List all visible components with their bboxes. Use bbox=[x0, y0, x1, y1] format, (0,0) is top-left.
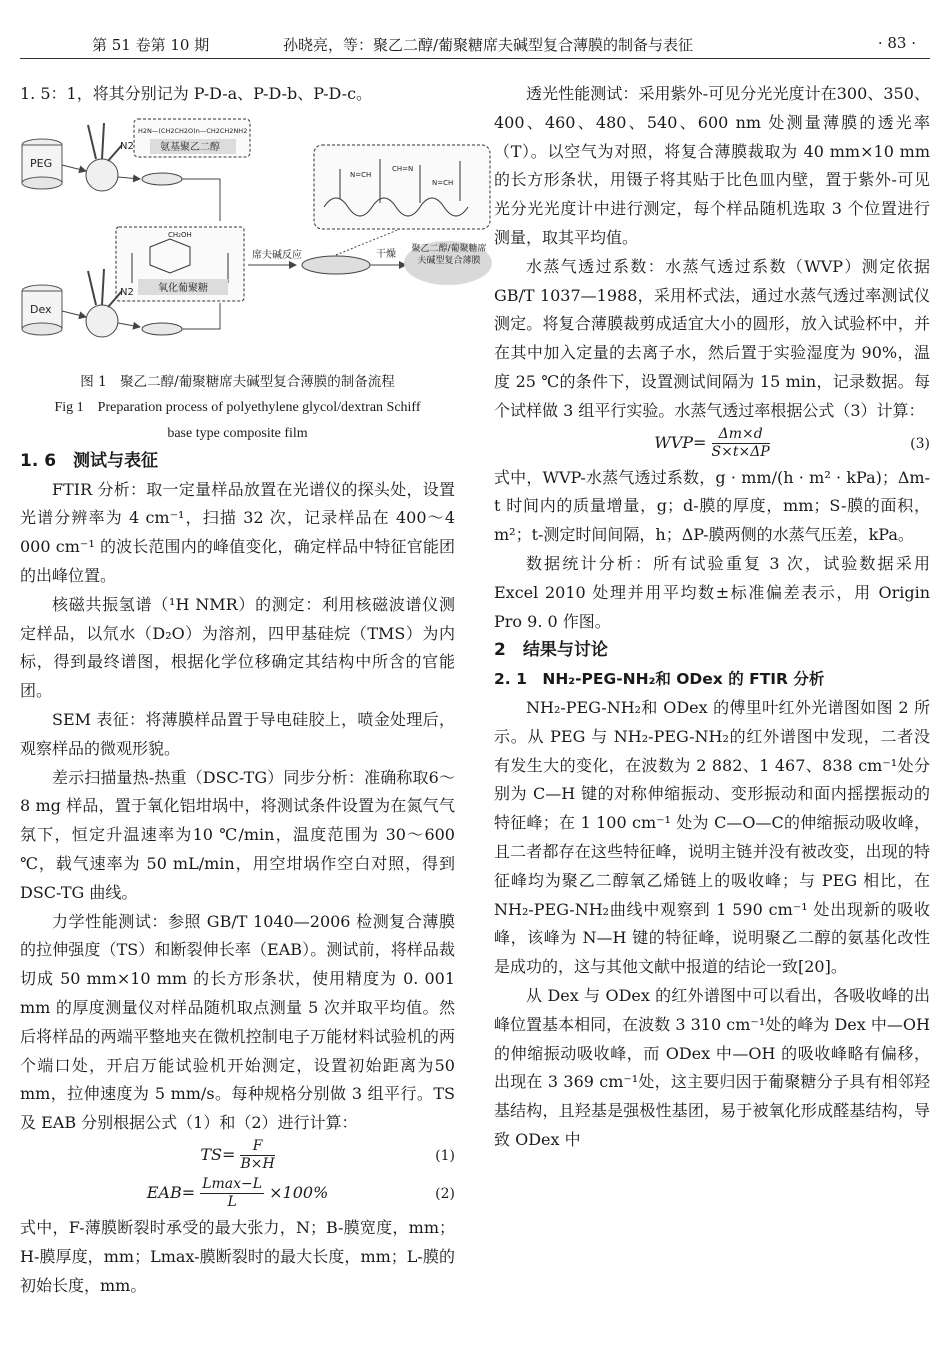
svg-text:N=CH: N=CH bbox=[432, 178, 454, 187]
formula-2-numerator: Lmax−L bbox=[202, 1175, 263, 1192]
formula-2 bbox=[20, 1176, 455, 1214]
wvp-variables-paragraph: 式中，WVP-水蒸气透过系数，g · mm/(h · m² · kPa)；Δm-t 时间内的质量增量，g；d-膜的厚度，mm；S-膜的面积，m²；t-测定时间间隔，h；ΔP-膜两侧的水蒸气压差，kPa。 bbox=[494, 467, 930, 545]
formula-2-lhs: EAB= bbox=[146, 1182, 196, 1202]
n2-label-2: N2 bbox=[120, 286, 134, 298]
sem-paragraph: SEM 表征：将薄膜样品置于导电硅胶上，喷金处理后，观察样品的微观形貌。 bbox=[20, 709, 455, 758]
formula-1-denominator: B×H bbox=[240, 1155, 275, 1172]
wvp-paragraph: 水蒸气透过系数：水蒸气透过系数（WVP）测定依据 GB/T 1037—1988，采用杯式法，通过水蒸气透过率测试仪测定。将复合薄膜裁剪成适宜大小的圆形，放入试验杯中，并在其中加入定量的去离子水，然后置于实验湿度为 90%，温度 25 ℃的条件下，设置测试间隔为 15 min，记录数据。每个试样做 3 组平行实验。水蒸气透过率根据公式（3）计算： bbox=[494, 256, 930, 420]
ftir-result-paragraph-1: NH₂-PEG-NH₂和 ODex 的傅里叶红外光谱图如图 2 所示。从 PEG 与 NH₂-PEG-NH₂的红外谱图中发现，二者没有发生大的变化，在波数为 2 882、1 467、838 cm⁻¹处分别为 C—H 键的对称伸缩振动、变形振动和面内摇摆振动的特征峰；在 1 100 cm⁻¹ 处为 C—O—C的伸缩振动吸收峰，且二者都存在这些特征峰，说明主链并没有被改变，出现的特征峰均为聚乙二醇氧乙烯链上的吸收峰；与 PEG 相比，在 NH₂-PEG-NH₂曲线中观察到 1 590 cm⁻¹ 处出现新的吸收峰，该峰为 N—H 键的特征峰，说明聚乙二醇的氨基化改性是成功的，这与其他文献中报道的结论一致[20]。 bbox=[494, 697, 930, 977]
section-2-1-heading: 2. 1 NH₂-PEG-NH₂和 ODex 的 FTIR 分析 bbox=[494, 670, 825, 689]
svg-text:CH=N: CH=N bbox=[392, 164, 414, 173]
product-label: 聚乙二醇/葡聚糖席夫碱型复合薄膜 bbox=[411, 243, 487, 266]
n2-label-1: N2 bbox=[120, 140, 134, 152]
formula-2-tail: ×100% bbox=[269, 1182, 329, 1202]
figure-1 bbox=[20, 115, 487, 365]
amino-peg-box bbox=[134, 119, 250, 157]
schiff-network-box bbox=[314, 145, 490, 229]
svg-text:CH₂OH: CH₂OH bbox=[168, 230, 192, 239]
mechanical-paragraph: 力学性能测试：参照 GB/T 1040—2006 检测复合薄膜的拉伸强度（TS）和断裂伸长率（EAB）。测试前，将样品裁切成 50 mm×10 mm 的长方形条状，使用精度为 0. 001 mm 的厚度测量仪对样品随机取点测量 5 次并取平均值。然后将样品的两端平整地夹在微机控制电子万能材料试验机的两个端口处，开启万能试验机开始测定，设置初始距离为50 mm，拉伸速度为 5 mm/s。每种规格分别做 3 组平行。TS 及 EAB 分别根据公式（1）和（2）进行计算： bbox=[20, 911, 455, 1133]
nmr-paragraph: 核磁共振氢谱（¹H NMR）的测定：利用核磁波谱仪测定样品，以氘水（D₂O）为溶剂，四甲基硅烷（TMS）为内标，得到最终谱图，根据化学位移确定其结构中所含的官能团。 bbox=[20, 594, 455, 701]
oxidized-dextran-label: 氧化葡聚糖 bbox=[158, 282, 208, 294]
formula-3-number: (3) bbox=[910, 435, 930, 452]
journal-volume: 第 51 卷第 10 期 bbox=[92, 36, 210, 54]
formula-2-number: (2) bbox=[435, 1185, 455, 1202]
page-number: · 83 · bbox=[877, 34, 916, 52]
formula-1-lhs: TS= bbox=[200, 1144, 236, 1164]
ftir-paragraph: FTIR 分析：取一定量样品放置在光谱仪的探头处，设置光谱分辨率为 4 cm⁻¹，扫描 32 次，记录样品在 400～4 000 cm⁻¹ 的波长范围内的峰值变化，确定样品中特征官能团的出峰位置。 bbox=[20, 479, 455, 585]
amino-peg-formula: H2N—(CH2CH2O)n—CH2CH2NH2 bbox=[138, 126, 248, 135]
oxidized-dextran-box bbox=[116, 227, 244, 301]
transmittance-paragraph: 透光性能测试：采用紫外-可见分光光度计在300、350、400、460、480、540、600 nm 处测量薄膜的透光率（T）。以空气为对照，将复合薄膜裁取为 40 mm×10 mm 的长方形条状，用镊子将其贴于比色皿内壁，置于紫外-可见光分光光度计中进行测定，每个样品随机选取 3 个位置进行测量，取其平均值。 bbox=[494, 84, 930, 247]
formula-1-fraction bbox=[240, 1138, 274, 1173]
peg-label: PEG bbox=[30, 156, 53, 170]
formula-1-numerator: F bbox=[240, 1138, 274, 1156]
figure-caption-en-2: base type composite film bbox=[167, 425, 308, 441]
header-rule bbox=[20, 58, 930, 59]
running-title: 孙晓亮，等：聚乙二醇/葡聚糖席夫碱型复合薄膜的制备与表征 bbox=[283, 36, 694, 54]
section-1-6-heading: 1. 6 测试与表征 bbox=[20, 450, 159, 471]
svg-text:N=CH: N=CH bbox=[350, 170, 372, 179]
dex-beaker bbox=[22, 285, 62, 335]
reaction-flask-1 bbox=[86, 123, 134, 191]
composite-dish bbox=[302, 256, 370, 274]
statistics-paragraph: 数据统计分析：所有试验重复 3 次，试验数据采用 Excel 2010 处理并用平均数±标准偏差表示，用 Origin Pro 9. 0 作图。 bbox=[494, 553, 930, 631]
formula-3-denominator: S×t×ΔP bbox=[711, 443, 770, 460]
formula-1-number: (1) bbox=[435, 1147, 455, 1164]
formula-1 bbox=[20, 1138, 455, 1176]
dex-label: Dex bbox=[30, 302, 52, 316]
running-header bbox=[0, 0, 950, 52]
formula-3-numerator: Δm×d bbox=[712, 426, 770, 444]
intro-line: 1. 5：1，将其分别记为 P-D-a、P-D-b、P-D-c。 bbox=[20, 84, 373, 103]
formula-2-denominator: L bbox=[227, 1193, 237, 1210]
section-2-heading: 2 结果与讨论 bbox=[494, 640, 608, 661]
schiff-arrow-label: 席夫碱反应 bbox=[252, 249, 302, 261]
variables-paragraph: 式中，F-薄膜断裂时承受的最大张力，N；B-膜宽度，mm；H-膜厚度，mm；Lmax-膜断裂时的最大长度，mm；L-膜的初始长度，mm。 bbox=[20, 1217, 455, 1295]
petri-dish-2 bbox=[142, 323, 182, 335]
figure-caption-en-1: Fig 1 Preparation process of polyethylene glycol/dextran Schiff bbox=[54, 399, 421, 415]
right-column bbox=[494, 80, 930, 1155]
amino-peg-label: 氨基聚乙二醇 bbox=[160, 141, 220, 153]
formula-3-lhs: WVP= bbox=[654, 432, 707, 452]
formula-2-fraction bbox=[200, 1176, 264, 1211]
formula-3-fraction bbox=[712, 426, 770, 461]
ftir-result-paragraph-2: 从 Dex 与 ODex 的红外谱图中可以看出，各吸收峰的出峰位置基本相同，在波数 3 310 cm⁻¹处的峰为 Dex 中—OH 的伸缩振动吸收峰，而 ODex 中—OH 的吸收峰略有偏移，出现在 3 369 cm⁻¹处，这主要归因于葡聚糖分子具有相邻羟基结构，且羟基是强极性基团，易于被氧化形成醛基结构，导致 ODex 中 bbox=[494, 985, 930, 1149]
left-column bbox=[20, 80, 487, 1300]
peg-beaker bbox=[22, 139, 62, 189]
dsc-tg-paragraph: 差示扫描量热-热重（DSC-TG）同步分析：准确称取6～8 mg 样品，置于氧化铝坩埚中，将测试条件设置为在氮气气氛下，恒定升温速率为10 ℃/min，温度范围为 30～600 ℃，载气速率为 50 mL/min，用空坩埚作空白对照，得到 DSC-TG 曲线。 bbox=[20, 767, 455, 902]
process-diagram bbox=[20, 115, 495, 365]
petri-dish-1 bbox=[142, 173, 182, 185]
formula-3 bbox=[494, 426, 930, 464]
dry-arrow-label: 干燥 bbox=[376, 248, 396, 260]
figure-caption-cn: 图 1 聚乙二醇/葡聚糖席夫碱型复合薄膜的制备流程 bbox=[80, 373, 395, 390]
